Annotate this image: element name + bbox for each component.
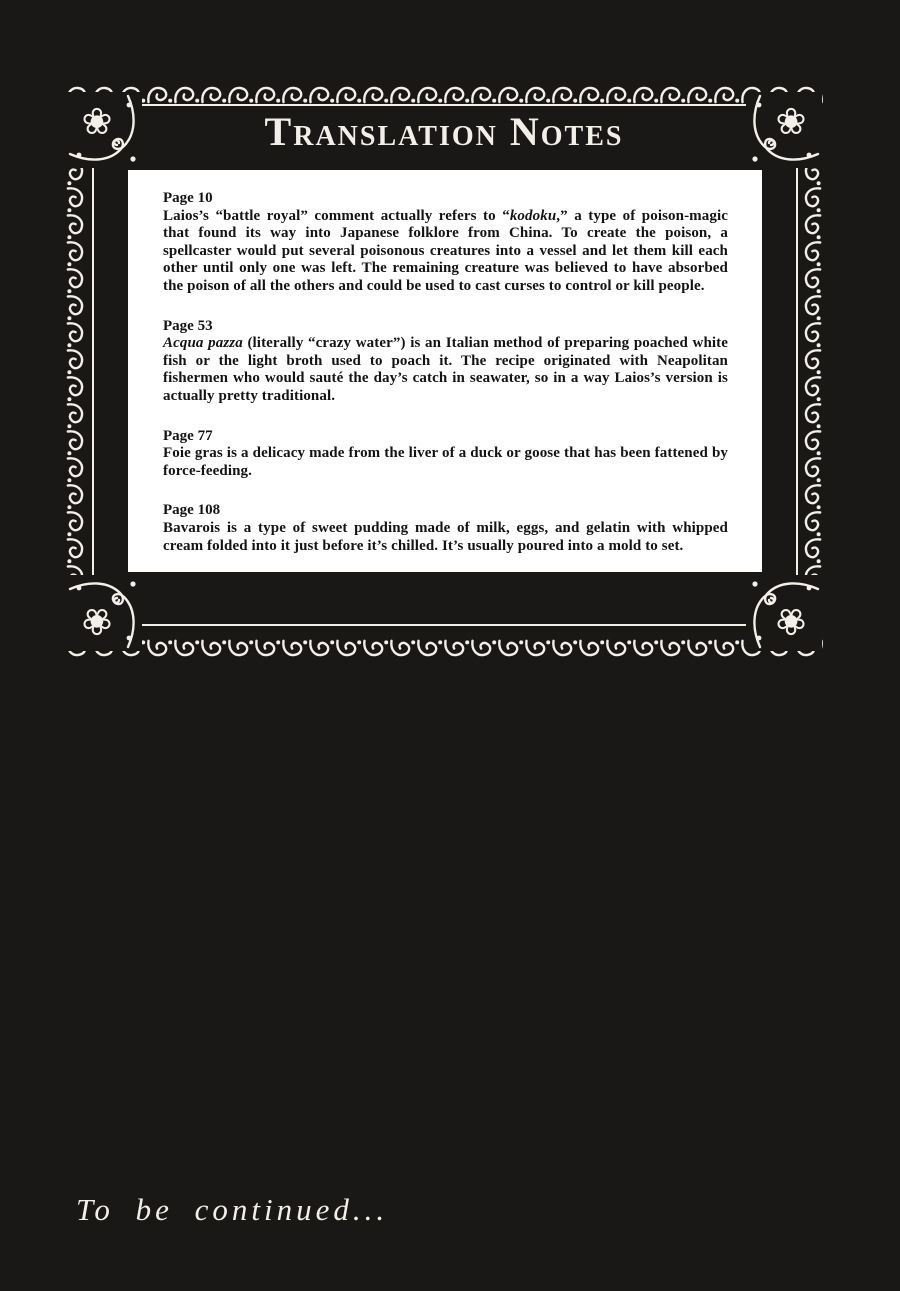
florette-icon: ❀ [81,600,113,643]
note-page-heading: Page 108 [163,502,221,519]
note-item [163,502,728,555]
border-scroll-top [65,85,823,105]
note-body-text: Foie gras is a delicacy made from the liver of a duck or goose that has been fattened by force-feeding. [163,445,728,479]
florette-icon: ❀ [81,100,113,143]
ornamental-frame [65,85,823,658]
to-be-continued-text: To be continued... [76,1192,389,1227]
note-item [163,190,728,296]
note-page-heading: Page 77 [163,427,213,444]
border-scroll-left [65,105,85,638]
corner-ornament-bottom-right [746,575,822,651]
notes-list [163,190,728,555]
note-page-heading: Page 10 [163,190,213,206]
note-item [163,428,728,481]
corner-ornament-bottom-left [66,575,142,651]
notes-panel [128,170,762,572]
note-item [163,318,728,406]
page-title: Translation Notes [264,109,624,154]
note-page-heading: Page 53 [163,317,213,334]
florette-icon: ❀ [775,600,807,643]
note-body-text: Acqua pazza (literally “crazy water”) is an Italian method of preparing poached white fish or the light broth used to poach it. The recipe originated with Neapolitan fishermen who would sauté the day’s catch in seawater, so in a way Laios’s version is actually pretty traditional. [163,335,729,404]
note-body-text: Laios’s “battle royal” comment actually refers to “kodoku,” a type of poison-magic that found its way into Japanese folklore from China. To create the poison, a spellcaster would put several poisonous creatures into a vessel and let them kill each other until only one was left. The remaining creature was believed to have absorbed the poison of all the others and could be used to cast curses to control or kill people. [163,207,728,294]
border-scroll-right [803,105,823,638]
note-body-text: Bavarois is a type of sweet pudding made of milk, eggs, and gelatin with whipped cream folded into it just before it’s chilled. It’s usually poured into a mold to set. [163,519,728,554]
florette-icon: ❀ [775,100,807,143]
border-scroll-bottom [65,638,823,658]
